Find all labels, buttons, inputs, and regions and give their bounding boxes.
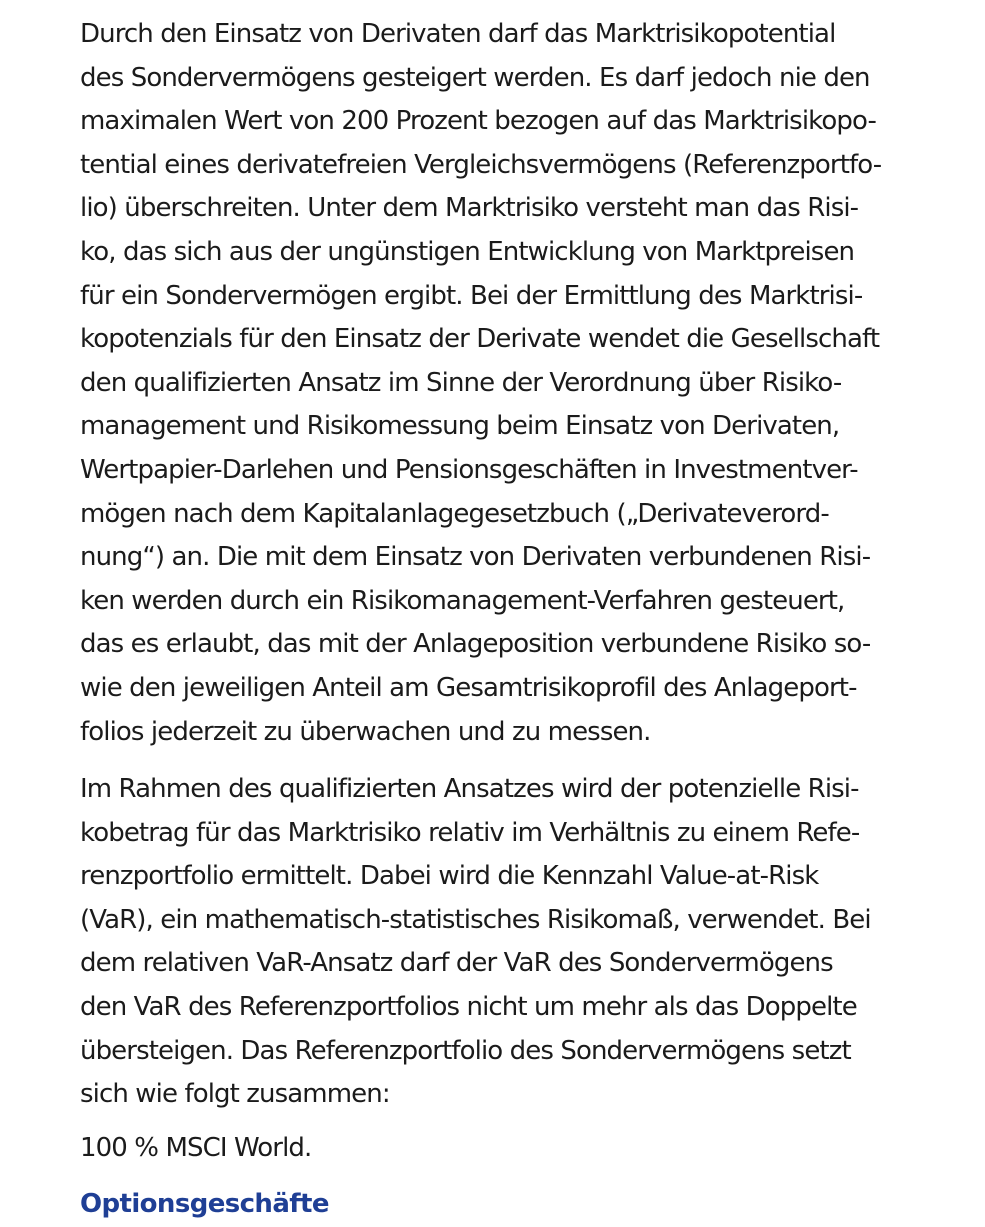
paragraph-derivatives-risk	[80, 13, 881, 754]
text-line: management und Risikomessung beim Einsatz von Derivaten,	[80, 411, 840, 442]
text-line: des Sondervermögens gesteigert werden. Es darf jedoch nie den	[80, 62, 870, 93]
text-line: kobetrag für das Marktrisiko relativ im Verhältnis zu einem Refe-	[80, 817, 860, 848]
text-line: das es erlaubt, das mit der Anlageposition verbundene Risiko so-	[80, 629, 871, 660]
text-line: renzportfolio ermittelt. Dabei wird die Kennzahl Value-at-Risk	[80, 861, 819, 892]
section-heading-options: Optionsgeschäfte	[80, 1189, 329, 1219]
text-line: wie den jeweiligen Anteil am Gesamtrisikoprofil des Anlageport-	[80, 672, 857, 703]
text-line: Im Rahmen des qualifizierten Ansatzes wird der potenzielle Risi-	[80, 774, 859, 804]
text-line: (VaR), ein mathematisch-statistisches Risikomaß, verwendet. Bei	[80, 904, 871, 935]
text-line: ken werden durch ein Risikomanagement-Verfahren gesteuert,	[80, 585, 845, 616]
paragraph-reference-portfolio	[80, 1127, 311, 1171]
text-line: lio) überschreiten. Unter dem Marktrisiko versteht man das Risi-	[80, 193, 859, 224]
text-line: tential eines derivatefreien Vergleichsvermögens (Referenzportfo-	[80, 149, 882, 180]
text-line: folios jederzeit zu überwachen und zu messen.	[80, 716, 651, 747]
text-line: nung“) an. Die mit dem Einsatz von Derivaten verbundenen Risi-	[80, 542, 871, 573]
text-line: sich wie folgt zusammen:	[80, 1079, 390, 1110]
text-line: maximalen Wert von 200 Prozent bezogen auf das Marktrisikopo-	[80, 106, 876, 137]
text-line: ko, das sich aus der ungünstigen Entwicklung von Marktpreisen	[80, 236, 855, 267]
text-line: übersteigen. Das Referenzportfolio des Sondervermögens setzt	[80, 1035, 851, 1066]
paragraph-qualified-approach	[80, 768, 871, 1117]
text-line: dem relativen VaR-Ansatz darf der VaR des Sondervermögens	[80, 948, 833, 979]
text-line: für ein Sondervermögen ergibt. Bei der Ermittlung des Marktrisi-	[80, 280, 863, 311]
text-line: kopotenzials für den Einsatz der Derivate wendet die Gesellschaft	[80, 324, 880, 355]
text-line: den qualifizierten Ansatz im Sinne der Verordnung über Risiko-	[80, 367, 842, 398]
text-line: Durch den Einsatz von Derivaten darf das Marktrisikopotential	[80, 19, 836, 49]
text-line: den VaR des Referenzportfolios nicht um mehr als das Doppelte	[80, 991, 857, 1022]
text-line: mögen nach dem Kapitalanlagegesetzbuch („Derivateverord-	[80, 498, 829, 529]
text-line: Wertpapier-Darlehen und Pensionsgeschäften in Investmentver-	[80, 454, 858, 485]
text-line: 100 % MSCI World.	[80, 1133, 312, 1163]
